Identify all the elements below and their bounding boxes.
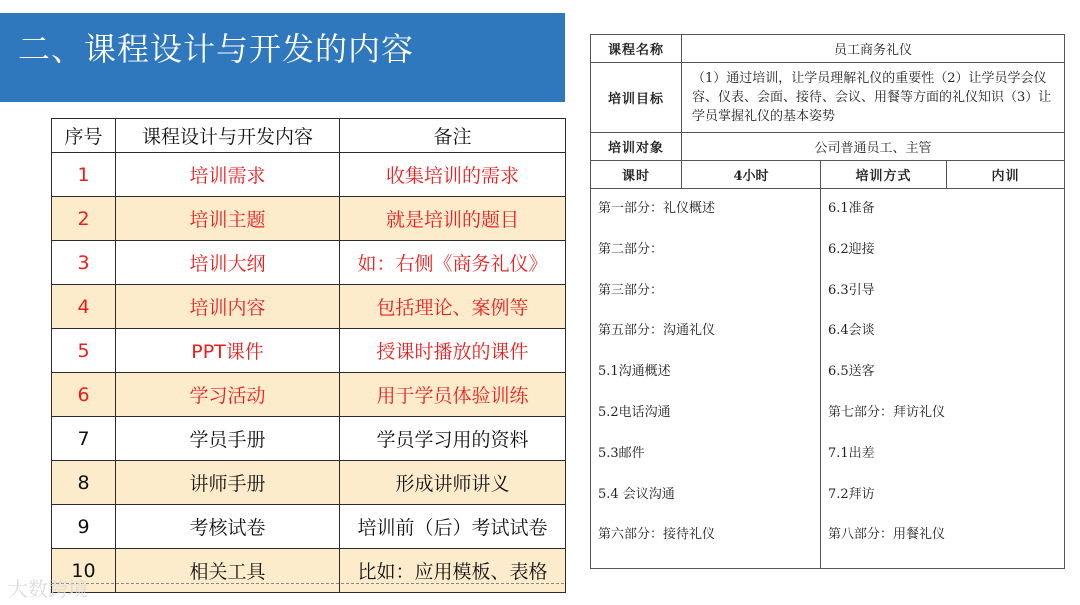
table-row bbox=[52, 505, 566, 549]
row-content: 考核试卷 bbox=[116, 505, 340, 549]
table-row bbox=[52, 153, 566, 197]
table-row bbox=[52, 329, 566, 373]
row-num: 3 bbox=[52, 241, 116, 285]
outline-item: 第七部分：拜访礼仪 bbox=[828, 404, 946, 420]
hours-method-row bbox=[591, 161, 1065, 189]
course-name-label: 课程名称 bbox=[591, 35, 682, 63]
method-value: 内训 bbox=[947, 161, 1065, 189]
row-note: 用于学员体验训练 bbox=[340, 373, 566, 417]
row-content: 讲师手册 bbox=[116, 461, 340, 505]
row-note: 收集培训的需求 bbox=[340, 153, 566, 197]
row-num: 10 bbox=[52, 549, 116, 593]
outline-item: 第二部分： bbox=[598, 241, 664, 257]
row-note: 如：右侧《商务礼仪》 bbox=[340, 241, 566, 285]
table-row bbox=[52, 373, 566, 417]
table-row bbox=[52, 285, 566, 329]
row-note: 比如：应用模板、表格 bbox=[340, 549, 566, 593]
row-content: 培训内容 bbox=[116, 285, 340, 329]
audience-value: 公司普通员工、主管 bbox=[682, 133, 1065, 161]
row-note: 培训前（后）考试试卷 bbox=[340, 505, 566, 549]
outline-item: 5.4 会议沟通 bbox=[598, 486, 675, 502]
row-note: 包括理论、案例等 bbox=[340, 285, 566, 329]
header-num: 序号 bbox=[52, 119, 116, 153]
course-name-row bbox=[591, 35, 1065, 63]
outline-item: 第六部分：接待礼仪 bbox=[598, 527, 716, 543]
course-content-table bbox=[51, 118, 566, 593]
row-num: 1 bbox=[52, 153, 116, 197]
table-row bbox=[52, 549, 566, 593]
table-row bbox=[52, 241, 566, 285]
outline-item: 第三部分： bbox=[598, 282, 664, 298]
goal-label: 培训目标 bbox=[591, 63, 682, 133]
outline-item: 5.2电话沟通 bbox=[598, 404, 671, 420]
row-content: 培训主题 bbox=[116, 197, 340, 241]
row-num: 2 bbox=[52, 197, 116, 241]
row-note: 就是培训的题目 bbox=[340, 197, 566, 241]
row-content: 培训需求 bbox=[116, 153, 340, 197]
row-note: 学员学习用的资料 bbox=[340, 417, 566, 461]
dashed-divider bbox=[51, 583, 564, 584]
table-row bbox=[52, 197, 566, 241]
row-note: 授课时播放的课件 bbox=[340, 329, 566, 373]
method-label: 培训方式 bbox=[821, 161, 947, 189]
outline-item: 5.3邮件 bbox=[598, 445, 645, 461]
row-note: 形成讲师讲义 bbox=[340, 461, 566, 505]
outline-item: 6.2迎接 bbox=[828, 241, 875, 257]
outline-item: 6.4会谈 bbox=[828, 323, 875, 339]
outline-item: 6.1准备 bbox=[828, 201, 875, 216]
row-num: 6 bbox=[52, 373, 116, 417]
outline-body-row bbox=[591, 189, 1065, 569]
course-name-value: 员工商务礼仪 bbox=[682, 35, 1065, 63]
header-note: 备注 bbox=[340, 119, 566, 153]
outline-item: 第五部分：沟通礼仪 bbox=[598, 323, 716, 339]
row-content: 学员手册 bbox=[116, 417, 340, 461]
table-row bbox=[52, 417, 566, 461]
table-header-row bbox=[52, 119, 566, 153]
row-content: 学习活动 bbox=[116, 373, 340, 417]
outline-right-column bbox=[821, 189, 1065, 569]
outline-item: 第一部分：礼仪概述 bbox=[598, 201, 716, 216]
audience-label: 培训对象 bbox=[591, 133, 682, 161]
outline-item: 7.2拜访 bbox=[828, 486, 875, 502]
outline-item: 5.1沟通概述 bbox=[598, 364, 671, 380]
row-content: 培训大纲 bbox=[116, 241, 340, 285]
course-outline-document bbox=[590, 34, 1065, 569]
title-banner bbox=[0, 13, 565, 102]
row-num: 4 bbox=[52, 285, 116, 329]
goal-value: （1）通过培训，让学员理解礼仪的重要性（2）让学员学会仪容、仪表、会面、接待、会议、用餐等方面的礼仪知识（3）让学员掌握礼仪的基本姿势 bbox=[682, 63, 1065, 133]
row-num: 7 bbox=[52, 417, 116, 461]
watermark-logo: 大数跨境 bbox=[8, 577, 88, 601]
row-num: 9 bbox=[52, 505, 116, 549]
hours-label: 课时 bbox=[591, 161, 682, 189]
outline-item: 第八部分：用餐礼仪 bbox=[828, 527, 946, 543]
slide-title: 二、课程设计与开发的内容 bbox=[18, 30, 415, 68]
audience-row bbox=[591, 133, 1065, 161]
outline-item: 6.3引导 bbox=[828, 282, 875, 298]
outline-item: 7.1出差 bbox=[828, 445, 875, 461]
row-num: 5 bbox=[52, 329, 116, 373]
row-content: PPT课件 bbox=[116, 329, 340, 373]
hours-value: 4小时 bbox=[682, 161, 821, 189]
outline-item: 6.5送客 bbox=[828, 364, 875, 380]
outline-left-column bbox=[591, 189, 821, 569]
row-num: 8 bbox=[52, 461, 116, 505]
header-content: 课程设计与开发内容 bbox=[116, 119, 340, 153]
table-row bbox=[52, 461, 566, 505]
row-content: 相关工具 bbox=[116, 549, 340, 593]
goal-row bbox=[591, 63, 1065, 133]
